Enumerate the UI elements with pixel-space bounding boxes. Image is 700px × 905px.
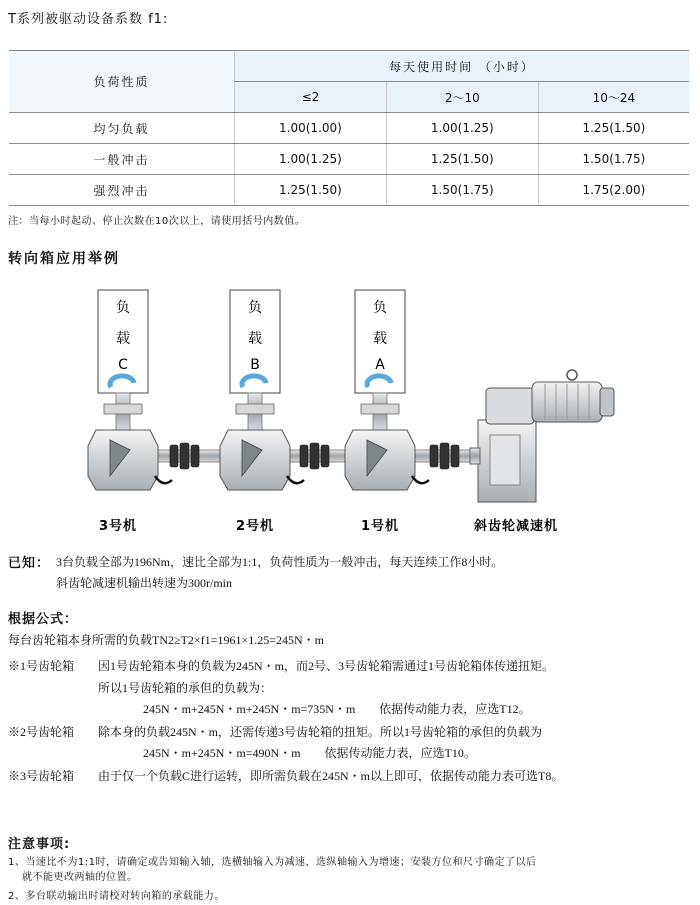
table-cell: 1.00(1.25): [386, 113, 538, 144]
known-line-1: 3台负载全部为196Nm，速比全部为1:1，负荷性质为一般冲击，每天连续工作8小时。: [56, 555, 504, 569]
load-char1: 负: [248, 300, 262, 316]
gearbox-3: [88, 393, 158, 490]
gearbox-2-text: 除本身的负载245N・m，还需传递3号齿轮箱的扭矩。所以1号齿轮箱的承但的负载为: [98, 725, 543, 739]
notice-item: 1、当速比不为1:1时，请确定或告知输入轴，选横轴输入为减速，选纵轴输入为增速；安装方位和尺寸确定了以后: [8, 857, 537, 868]
load-char1: 负: [373, 300, 387, 316]
notice-item: 2、多台联动输出时请校对转向箱的承载能力。: [8, 891, 225, 902]
load-char2: 载: [248, 331, 262, 347]
load-char1: 负: [116, 300, 130, 316]
f1-coefficient-table: [9, 50, 689, 206]
table-note: 注：当每小时起动、停止次数在10次以上，请使用括号内数值。: [8, 216, 306, 227]
gearbox-1-text: 所以1号齿轮箱的承但的负载为：: [98, 681, 273, 695]
load-char2: 载: [373, 331, 387, 347]
group-header-cell: 每天使用时间 （小时）: [235, 51, 690, 82]
table-cell: 1.50(1.75): [538, 144, 689, 175]
load-letter: A: [375, 357, 385, 373]
known-label: 已知：: [8, 556, 51, 571]
gearbox-3-key: ※3号齿轮箱: [8, 769, 75, 783]
table-cell: 1.00(1.00): [235, 113, 387, 144]
table-row: [9, 113, 689, 144]
row-header-cell: 负荷性质: [9, 51, 235, 113]
gearbox-2: [220, 393, 290, 490]
load-letter: C: [118, 357, 128, 373]
machine-label-2: 2号机: [235, 519, 275, 534]
load-char2: 载: [116, 331, 130, 347]
load-box-b: [230, 290, 280, 393]
table-cell: 1.75(2.00): [538, 175, 689, 206]
formula-title: 根据公式：: [8, 612, 79, 627]
coupling: [300, 443, 329, 469]
machine-label-3: 3号机: [98, 519, 138, 534]
load-letter: B: [250, 357, 260, 373]
page-title: T系列被驱动设备系数 f1:: [8, 12, 169, 27]
coupling: [170, 443, 199, 469]
column-header: 10～24: [538, 82, 689, 113]
formula-line: 每台齿轮箱本身所需的负载TN2≥T2×f1=1961×1.25=245N・m: [8, 633, 324, 647]
row-label: 一般冲击: [9, 144, 235, 175]
section-title: 转向箱应用举例: [8, 251, 120, 267]
table-row: [9, 175, 689, 206]
gearbox-1-key: ※1号齿轮箱: [8, 659, 75, 673]
gearbox-3-text: 由于仅一个负载C进行运转，即所需负载在245N・m以上即可，依据传动能力表可选T8。: [98, 769, 564, 783]
gearbox-1-text: 因1号齿轮箱本身的负载为245N・m，而2号、3号齿轮箱需通过1号齿轮箱体传递扭矩。: [98, 659, 555, 673]
known-line-2: 斜齿轮减速机输出转速为300r/min: [56, 576, 232, 590]
table-cell: 1.25(1.50): [235, 175, 387, 206]
row-label: 均匀负载: [9, 113, 235, 144]
load-box-a: [355, 290, 405, 393]
table-cell: 1.00(1.25): [235, 144, 387, 175]
row-label: 强烈冲击: [9, 175, 235, 206]
helical-gear-reducer: [470, 370, 614, 502]
notice-item: 就不能更改两轴的位置。: [22, 872, 138, 883]
table-cell: 1.25(1.50): [538, 113, 689, 144]
gearbox-diagram: [0, 280, 700, 542]
load-box-c: [98, 290, 148, 393]
reducer-label: 斜齿轮减速机: [473, 519, 559, 534]
table-cell: 1.25(1.50): [386, 144, 538, 175]
coupling: [430, 443, 459, 469]
column-header: 2～10: [386, 82, 538, 113]
machine-label-1: 1号机: [360, 519, 400, 534]
notice-title: 注意事项:: [8, 837, 71, 852]
column-header: ≤2: [235, 82, 387, 113]
gearbox-2-key: ※2号齿轮箱: [8, 725, 75, 739]
table-row: [9, 144, 689, 175]
gearbox-1: [345, 393, 415, 490]
gearbox-1-result: 245N・m+245N・m+245N・m=735N・m 依据传动能力表，应选T12。: [143, 702, 531, 716]
gearbox-2-result: 245N・m+245N・m=490N・m 依据传动能力表，应选T10。: [143, 746, 476, 760]
table-cell: 1.50(1.75): [386, 175, 538, 206]
